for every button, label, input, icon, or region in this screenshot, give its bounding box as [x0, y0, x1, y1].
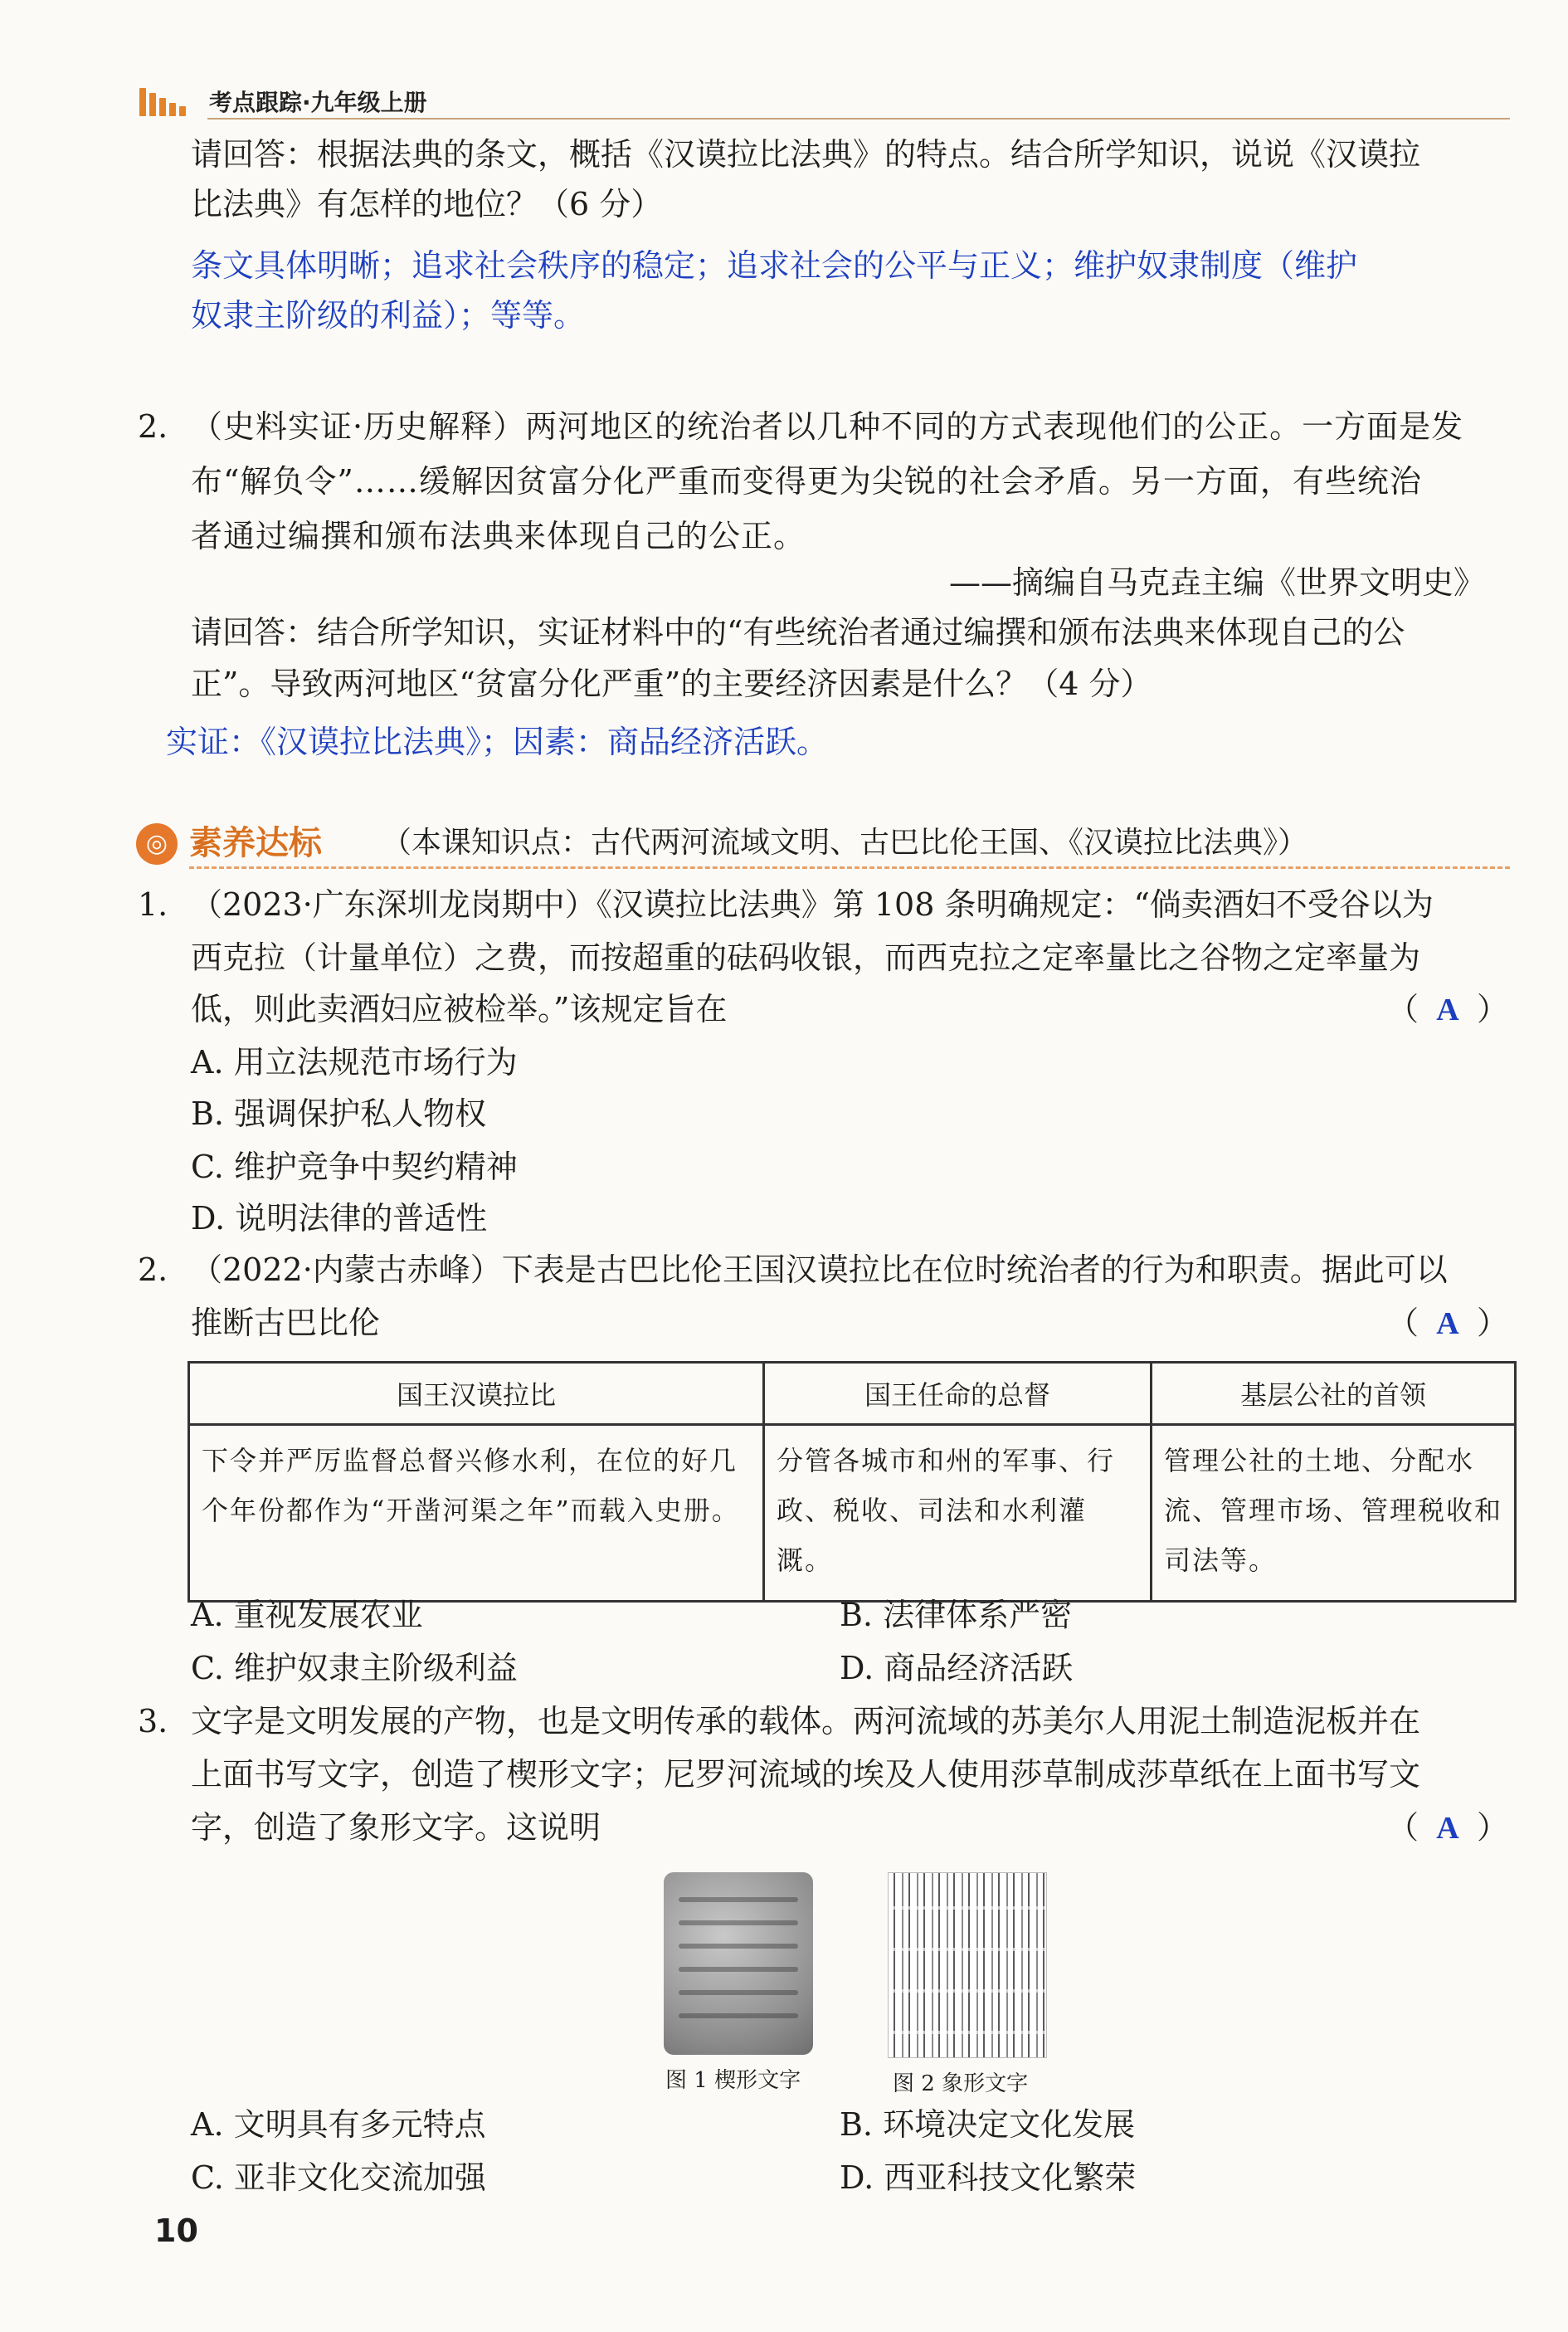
- question-line: 正”。导致两河地区“贫富分化严重”的主要经济因素是什么？（4 分）: [191, 666, 1152, 702]
- answer-bracket: （ A ）: [1387, 1803, 1508, 1853]
- material-line: 布“解负令”……缓解因贫富分化严重而变得更为尖锐的社会矛盾。另一方面，有些统治: [191, 463, 1422, 500]
- header-rule: [207, 118, 1510, 120]
- answer-choice: A: [1436, 1306, 1459, 1341]
- question-line: 请回答：结合所学知识，实证材料中的“有些统治者通过编撰和颁布法典来体现自己的公: [191, 614, 1405, 651]
- option-a: A. 重视发展农业: [191, 1597, 423, 1633]
- book-logo-icon: [139, 86, 189, 116]
- question-line: （2022·内蒙古赤峰）下表是古巴比伦王国汉谟拉比在位时统治者的行为和职责。据此可以: [191, 1251, 1448, 1288]
- page-header: [133, 83, 1510, 120]
- table-header-cell: 国王汉谟拉比: [189, 1363, 764, 1425]
- data-table: [187, 1361, 1517, 1603]
- answer-bracket: （ A ）: [1387, 984, 1508, 1035]
- cuneiform-tablet-image: [664, 1872, 813, 2055]
- option-d: D. 说明法律的普适性: [191, 1200, 488, 1237]
- section-title: 素养达标: [189, 824, 322, 862]
- question-number: 2.: [138, 1251, 168, 1288]
- question-line: 上面书写文字，创造了楔形文字；尼罗河流域的埃及人使用莎草制成莎草纸在上面书写文: [191, 1756, 1421, 1793]
- prev-answer-line: 奴隶主阶级的利益）；等等。: [191, 297, 586, 334]
- answer-choice: A: [1436, 993, 1459, 1027]
- hieroglyph-papyrus-image: [888, 1872, 1047, 2058]
- answer-line: 实证：《汉谟拉比法典》；因素：商品经济活跃。: [166, 724, 829, 760]
- material-line: （史料实证·历史解释）两河地区的统治者以几种不同的方式表现他们的公正。一方面是发: [191, 408, 1464, 445]
- question-number: 2.: [138, 408, 168, 445]
- table-header-cell: 国王任命的总督: [764, 1363, 1152, 1425]
- option-a: A. 用立法规范市场行为: [191, 1044, 518, 1081]
- table-header-row: [189, 1363, 1516, 1425]
- table-row: [189, 1425, 1516, 1602]
- section-divider: [189, 866, 1510, 869]
- table-header-cell: 基层公社的首领: [1152, 1363, 1516, 1425]
- question-number: 1.: [138, 886, 168, 923]
- header-title: 考点跟踪·九年级上册: [209, 89, 427, 116]
- option-c: C. 维护奴隶主阶级利益: [191, 1650, 518, 1686]
- table-cell: 下令并严厉监督总督兴修水利，在位的好几个年份都作为“开凿河渠之年”而载入史册。: [189, 1425, 764, 1602]
- table-cell: 管理公社的土地、分配水流、管理市场、管理税收和司法等。: [1152, 1425, 1516, 1602]
- option-c: C. 亚非文化交流加强: [191, 2159, 486, 2196]
- question-line: （2023·广东深圳龙岗期中）《汉谟拉比法典》第 108 条明确规定：“倘卖酒妇不受谷以为: [191, 886, 1434, 923]
- section-note: （本课知识点：古代两河流域文明、古巴比伦王国、《汉谟拉比法典》）: [382, 826, 1308, 860]
- option-d: D. 西亚科技文化繁荣: [840, 2159, 1137, 2196]
- table-cell: 分管各城市和州的军事、行政、税收、司法和水利灌溉。: [764, 1425, 1152, 1602]
- question-line: 西克拉（计量单位）之费，而按超重的砝码收银，而西克拉之定率量比之谷物之定率量为: [191, 939, 1421, 976]
- figure-caption: 图 1 楔形文字: [665, 2068, 801, 2093]
- question-line: 低，则此卖酒妇应被检举。”该规定旨在: [191, 991, 728, 1027]
- prev-answer-line: 条文具体明晰；追求社会秩序的稳定；追求社会的公平与正义；维护奴隶制度（维护: [191, 247, 1358, 284]
- question-line: 文字是文明发展的产物，也是文明传承的载体。两河流域的苏美尔人用泥土制造泥板并在: [191, 1703, 1421, 1739]
- question-line: 字，创造了象形文字。这说明: [191, 1809, 601, 1846]
- answer-choice: A: [1436, 1811, 1459, 1846]
- option-b: B. 环境决定文化发展: [840, 2106, 1136, 2143]
- target-icon: ◎: [136, 823, 178, 865]
- section-header: [133, 818, 1510, 868]
- question-number: 3.: [138, 1703, 168, 1739]
- prev-question-line: 比法典》有怎样的地位？（6 分）: [191, 186, 663, 222]
- prev-question-line: 请回答：根据法典的条文，概括《汉谟拉比法典》的特点。结合所学知识，说说《汉谟拉: [191, 136, 1421, 173]
- page-number: 10: [154, 2212, 198, 2249]
- option-c: C. 维护竞争中契约精神: [191, 1149, 518, 1185]
- question-line: 推断古巴比伦: [191, 1305, 381, 1341]
- answer-bracket: （ A ）: [1387, 1298, 1508, 1349]
- material-line: 者通过编撰和颁布法典来体现自己的公正。: [191, 518, 806, 554]
- material-source: ——摘编自马克垚主编《世界文明史》: [949, 564, 1486, 601]
- figure-caption: 图 2 象形文字: [893, 2071, 1029, 2096]
- option-b: B. 法律体系严密: [840, 1597, 1073, 1633]
- option-a: A. 文明具有多元特点: [191, 2106, 486, 2143]
- option-b: B. 强调保护私人物权: [191, 1095, 487, 1132]
- option-d: D. 商品经济活跃: [840, 1650, 1074, 1686]
